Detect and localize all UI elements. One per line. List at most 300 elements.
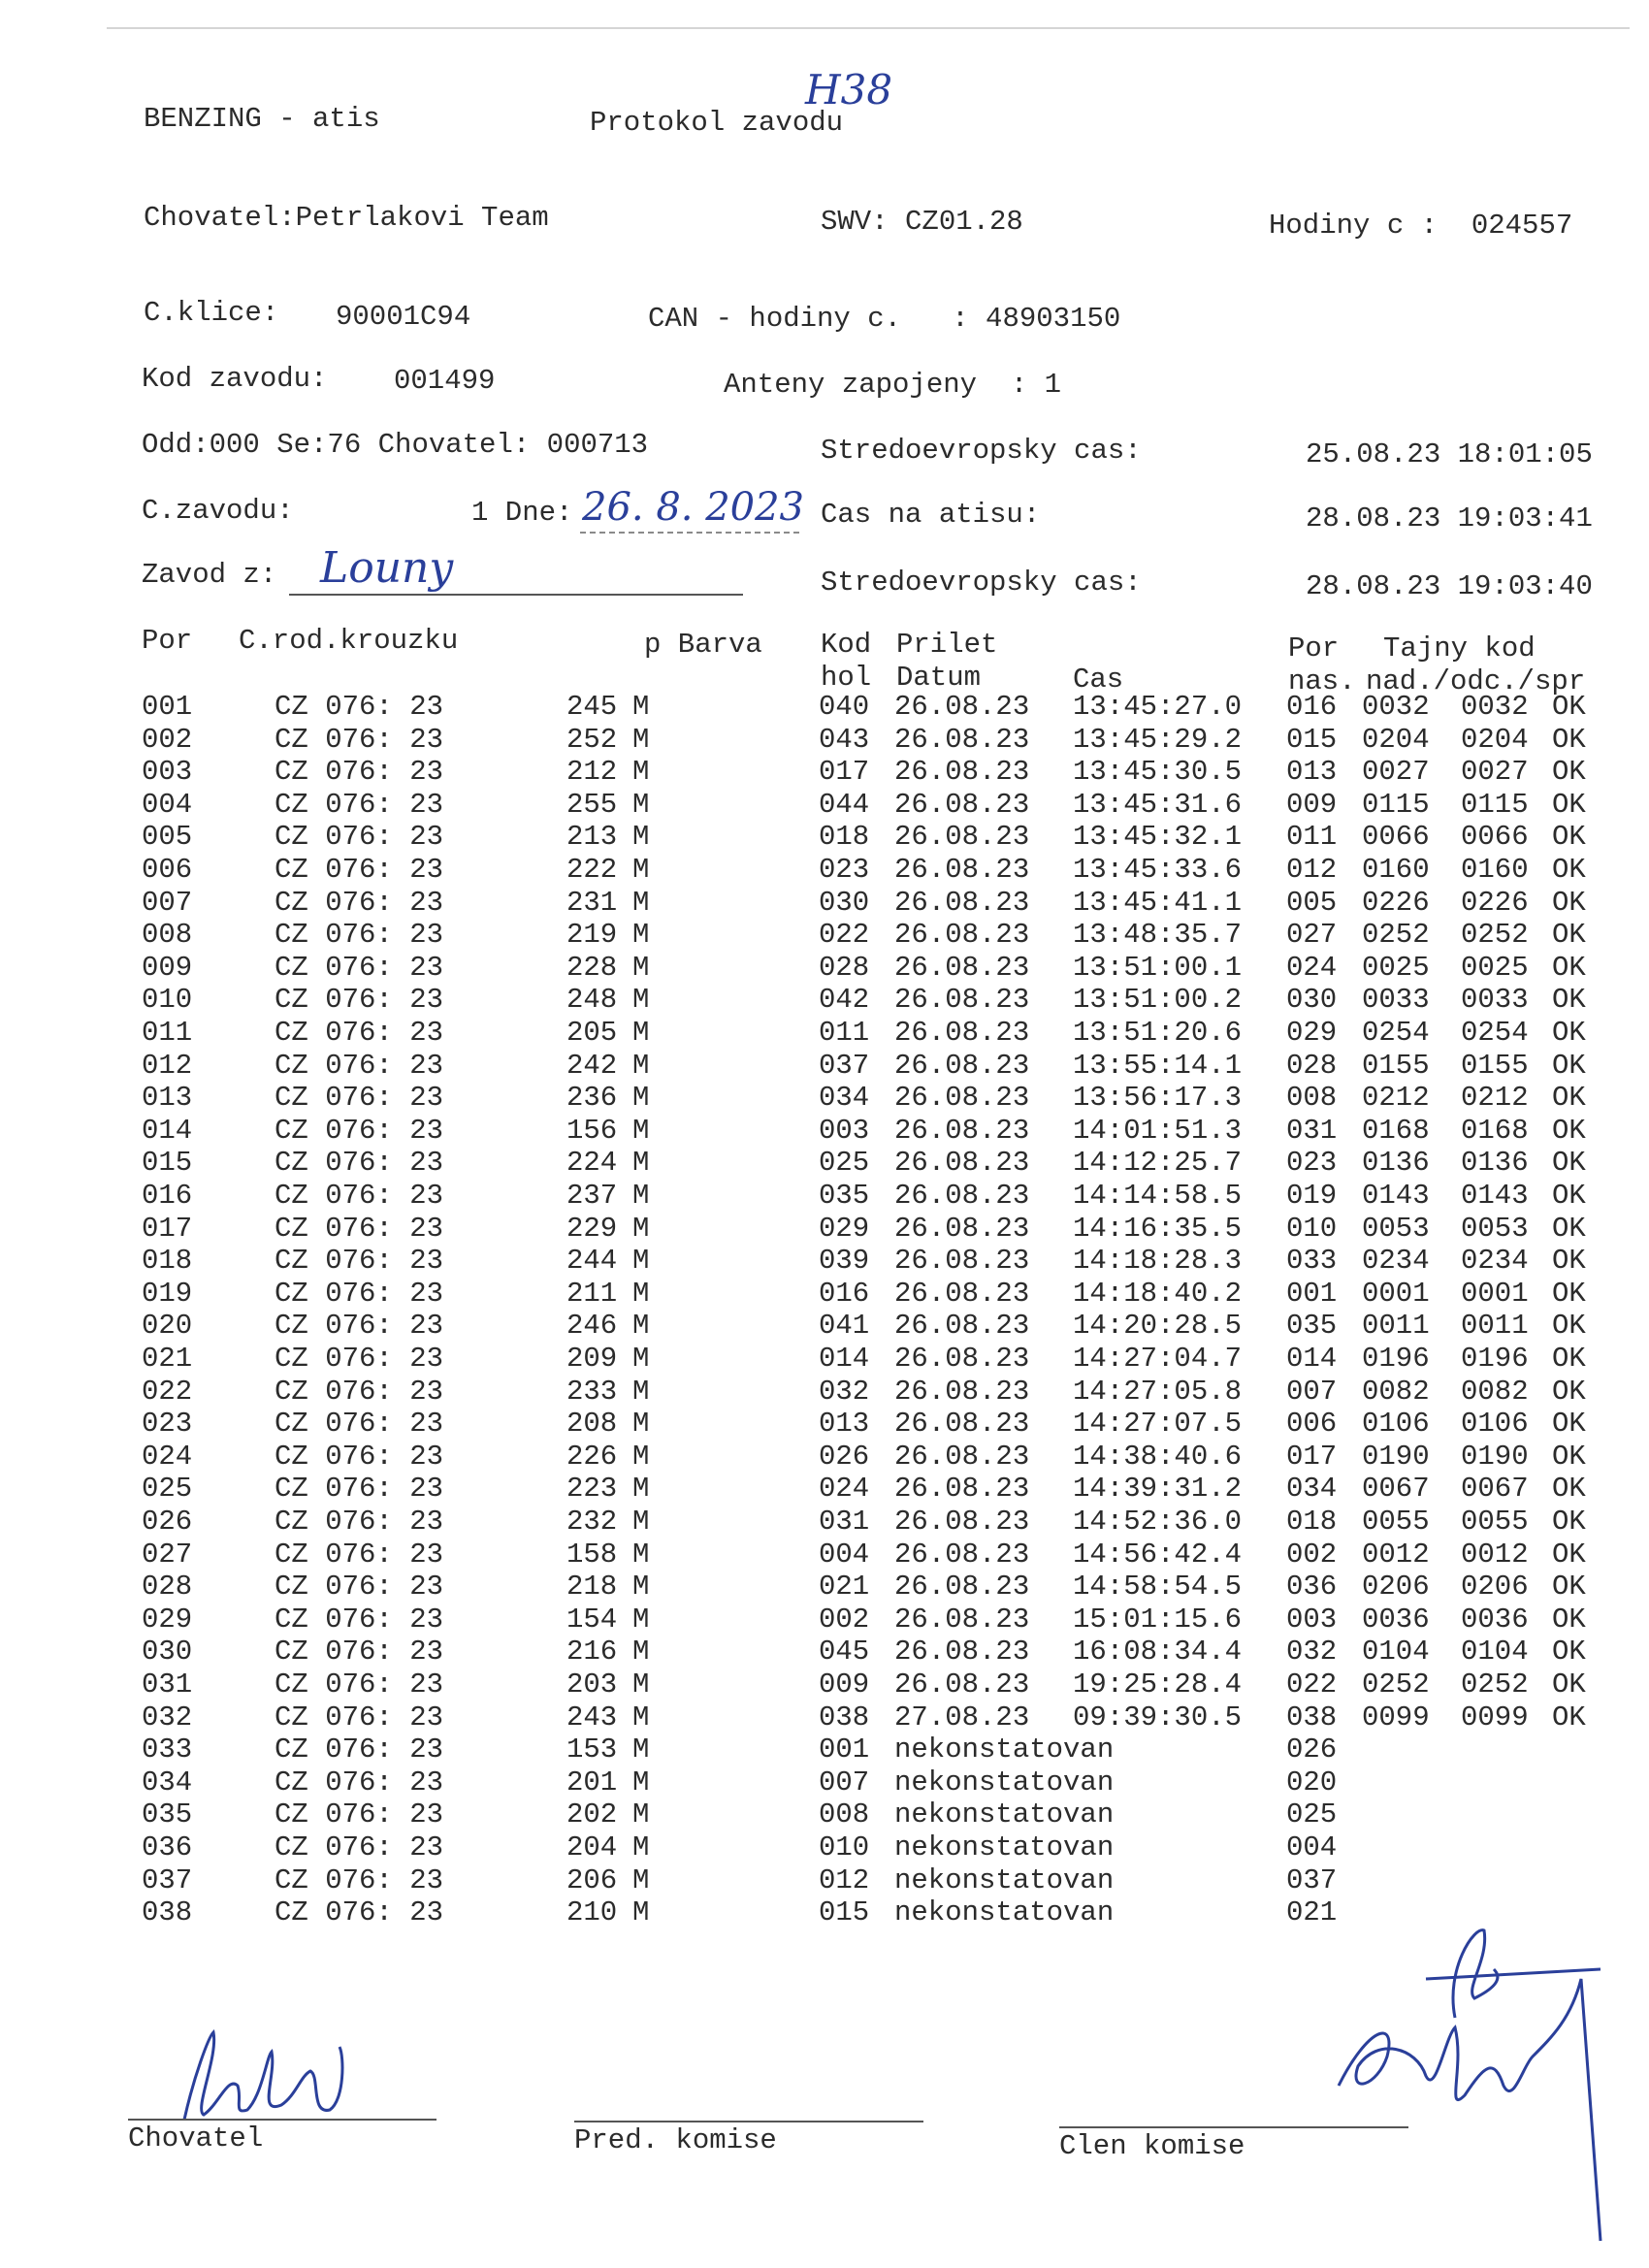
cell-arrival-time: 14:18:28.3	[1073, 1245, 1243, 1278]
cell-secret-a: 0252	[1362, 919, 1430, 952]
cell-secret-b: 0252	[1461, 919, 1529, 952]
cell-por: 036	[142, 1831, 193, 1863]
cell-arrival-date: 26.08.23	[894, 1114, 1030, 1147]
table-row	[0, 1310, 1649, 1343]
table-row	[0, 1701, 1649, 1734]
cell-arrival-time: 14:16:35.5	[1073, 1212, 1243, 1245]
cell-status: OK	[1552, 1375, 1586, 1408]
cell-secret-a: 0053	[1362, 1212, 1430, 1245]
cell-order: 016	[1286, 691, 1338, 723]
cell-code: 025	[819, 1147, 870, 1180]
cell-sex: M	[632, 1766, 650, 1798]
col-order-nas: nas.	[1288, 665, 1356, 697]
cell-code: 045	[819, 1636, 870, 1669]
cell-secret-b: 0212	[1461, 1082, 1529, 1115]
cell-arrival-date: 26.08.23	[894, 1343, 1030, 1375]
cell-code: 014	[819, 1343, 870, 1375]
cell-status: OK	[1552, 1408, 1586, 1441]
cell-ring: CZ 076: 23	[275, 1506, 444, 1538]
cell-por: 006	[142, 854, 193, 886]
table-row	[0, 1831, 1649, 1864]
cell-arrival-time: 13:51:20.6	[1073, 1017, 1243, 1049]
cell-arrival-time: 14:39:31.2	[1073, 1473, 1243, 1506]
cell-status: OK	[1552, 886, 1586, 919]
cell-secret-a: 0160	[1362, 854, 1430, 886]
cell-ring-number: 237	[566, 1180, 618, 1212]
cell-secret-a: 0033	[1362, 984, 1430, 1017]
cell-ring: CZ 076: 23	[275, 1863, 444, 1896]
race-from-label: Zavod z:	[142, 559, 277, 591]
cell-code: 044	[819, 788, 870, 821]
cell-ring: CZ 076: 23	[275, 1245, 444, 1278]
table-row	[0, 952, 1649, 985]
cell-order: 013	[1286, 756, 1338, 789]
breeder-signature	[175, 2018, 359, 2134]
cell-secret-b: 0025	[1461, 951, 1529, 984]
cell-ring-number: 232	[566, 1506, 618, 1538]
table-row	[0, 919, 1649, 952]
table-row	[0, 1766, 1649, 1799]
cell-por: 002	[142, 723, 193, 756]
cell-secret-a: 0066	[1362, 821, 1430, 854]
cell-ring: CZ 076: 23	[275, 723, 444, 756]
cell-secret-a: 0027	[1362, 756, 1430, 789]
cell-secret-b: 0204	[1461, 723, 1529, 756]
cell-arrival-date: 26.08.23	[894, 951, 1030, 984]
cell-arrival-time: 13:45:29.2	[1073, 723, 1243, 756]
cell-por: 012	[142, 1049, 193, 1082]
cell-sex: M	[632, 1473, 650, 1506]
cet-value-end: 28.08.23 19:03:40	[1306, 570, 1593, 602]
cell-sex: M	[632, 1603, 650, 1636]
committee-member-signature	[1329, 1921, 1620, 2251]
cell-secret-b: 0066	[1461, 821, 1529, 854]
cell-ring-number: 248	[566, 984, 618, 1017]
cell-por: 021	[142, 1343, 193, 1375]
table-row	[0, 1408, 1649, 1441]
cell-por: 008	[142, 919, 193, 952]
cell-ring-number: 252	[566, 723, 618, 756]
cell-arrival-date: 26.08.23	[894, 1147, 1030, 1180]
cell-sex: M	[632, 1310, 650, 1343]
cell-sex: M	[632, 1049, 650, 1082]
cell-arrival-time: 13:45:32.1	[1073, 821, 1243, 854]
cell-ring-number: 243	[566, 1701, 618, 1733]
cell-status: OK	[1552, 1017, 1586, 1049]
cell-arrival-date: 26.08.23	[894, 788, 1030, 821]
cell-secret-a: 0190	[1362, 1440, 1430, 1473]
cell-ring-number: 242	[566, 1049, 618, 1082]
cell-order: 008	[1286, 1082, 1338, 1115]
cell-secret-b: 0053	[1461, 1212, 1529, 1245]
cell-arrival-time: 14:38:40.6	[1073, 1440, 1243, 1473]
cell-arrival-time: 13:56:17.3	[1073, 1082, 1243, 1115]
cell-por: 025	[142, 1473, 193, 1506]
cell-ring-number: 211	[566, 1277, 618, 1310]
cell-order: 028	[1286, 1049, 1338, 1082]
date-underline	[580, 532, 799, 534]
cet-label-end: Stredoevropsky cas:	[821, 567, 1142, 599]
cell-ring-number: 228	[566, 951, 618, 984]
cell-secret-b: 0226	[1461, 886, 1529, 919]
cell-por: 010	[142, 984, 193, 1017]
cell-ring-number: 246	[566, 1310, 618, 1343]
cell-order: 023	[1286, 1147, 1338, 1180]
handwritten-number: H38	[805, 66, 893, 113]
table-row	[0, 984, 1649, 1017]
race-code-label: Kod zavodu:	[142, 363, 328, 395]
cell-por: 029	[142, 1603, 193, 1636]
cell-order: 019	[1286, 1180, 1338, 1212]
cell-status: OK	[1552, 984, 1586, 1017]
table-row	[0, 1050, 1649, 1083]
cell-ring-number: 210	[566, 1896, 618, 1929]
cell-secret-a: 0155	[1362, 1049, 1430, 1082]
cell-ring-number: 209	[566, 1343, 618, 1375]
cell-status: OK	[1552, 1669, 1586, 1701]
cell-sex: M	[632, 691, 650, 723]
table-row	[0, 1539, 1649, 1571]
cell-por: 032	[142, 1701, 193, 1733]
cell-secret-a: 0055	[1362, 1506, 1430, 1538]
cell-status: OK	[1552, 1440, 1586, 1473]
cell-order: 033	[1286, 1245, 1338, 1278]
cell-code: 021	[819, 1571, 870, 1604]
key-value: 90001C94	[336, 301, 471, 333]
cell-status: OK	[1552, 1147, 1586, 1180]
handwritten-race-date: 26. 8. 2023	[582, 485, 805, 530]
cell-secret-a: 0012	[1362, 1538, 1430, 1571]
cell-sex: M	[632, 1538, 650, 1571]
cell-code: 015	[819, 1896, 870, 1929]
member-signature-line	[1059, 2126, 1408, 2128]
cell-code: 010	[819, 1831, 870, 1863]
cell-status: OK	[1552, 756, 1586, 789]
cell-por: 037	[142, 1863, 193, 1896]
cell-code: 034	[819, 1082, 870, 1115]
cell-code: 001	[819, 1733, 870, 1766]
cell-ring: CZ 076: 23	[275, 1538, 444, 1571]
cell-order: 034	[1286, 1473, 1338, 1506]
cell-order: 002	[1286, 1538, 1338, 1571]
cell-status: OK	[1552, 1277, 1586, 1310]
cell-ring-number: 153	[566, 1733, 618, 1766]
cell-por: 023	[142, 1408, 193, 1441]
col-code: Kod	[821, 629, 872, 661]
cell-arrival-date: 26.08.23	[894, 1375, 1030, 1408]
cell-ring-number: 216	[566, 1636, 618, 1669]
table-row	[0, 789, 1649, 822]
col-code-hol: hol	[821, 662, 872, 694]
cell-status: OK	[1552, 691, 1586, 723]
cell-por: 003	[142, 756, 193, 789]
cell-arrival-date: nekonstatovan	[894, 1766, 1115, 1798]
scan-edge-line	[107, 27, 1630, 29]
cell-arrival-date: 26.08.23	[894, 1636, 1030, 1669]
cell-code: 013	[819, 1408, 870, 1441]
cell-sex: M	[632, 1375, 650, 1408]
cell-ring: CZ 076: 23	[275, 984, 444, 1017]
cell-secret-a: 0067	[1362, 1473, 1430, 1506]
cell-ring: CZ 076: 23	[275, 1277, 444, 1310]
cell-sex: M	[632, 1506, 650, 1538]
table-row	[0, 1506, 1649, 1539]
cell-code: 012	[819, 1863, 870, 1896]
cell-ring: CZ 076: 23	[275, 1343, 444, 1375]
cell-arrival-date: 26.08.23	[894, 1571, 1030, 1604]
cell-secret-b: 0032	[1461, 691, 1529, 723]
cell-secret-b: 0104	[1461, 1636, 1529, 1669]
cell-secret-b: 0234	[1461, 1245, 1529, 1278]
cell-ring-number: 212	[566, 756, 618, 789]
cell-por: 033	[142, 1733, 193, 1766]
cell-order: 029	[1286, 1017, 1338, 1049]
cet-value-start: 25.08.23 18:01:05	[1306, 438, 1593, 470]
antennas-connected: Anteny zapojeny : 1	[724, 369, 1062, 401]
table-row	[0, 691, 1649, 724]
table-row	[0, 756, 1649, 789]
cell-arrival-time: 14:12:25.7	[1073, 1147, 1243, 1180]
cell-code: 009	[819, 1669, 870, 1701]
cell-arrival-time: 13:45:31.6	[1073, 788, 1243, 821]
cet-label-start: Stredoevropsky cas:	[821, 435, 1142, 467]
cell-order: 038	[1286, 1701, 1338, 1733]
cell-arrival-date: nekonstatovan	[894, 1733, 1115, 1766]
cell-por: 011	[142, 1017, 193, 1049]
cell-por: 028	[142, 1571, 193, 1604]
clock-number: Hodiny c : 024557	[1269, 210, 1573, 242]
cell-sex: M	[632, 1245, 650, 1278]
table-row	[0, 1733, 1649, 1766]
cell-sex: M	[632, 886, 650, 919]
cell-arrival-date: 26.08.23	[894, 984, 1030, 1017]
cell-ring: CZ 076: 23	[275, 1701, 444, 1733]
cell-arrival-date: nekonstatovan	[894, 1831, 1115, 1863]
cell-secret-a: 0025	[1362, 951, 1430, 984]
cell-secret-a: 0252	[1362, 1669, 1430, 1701]
cell-por: 027	[142, 1538, 193, 1571]
cell-arrival-date: 26.08.23	[894, 1408, 1030, 1441]
table-row	[0, 1115, 1649, 1148]
cell-order: 031	[1286, 1114, 1338, 1147]
cell-order: 037	[1286, 1863, 1338, 1896]
cell-code: 028	[819, 951, 870, 984]
cell-ring-number: 208	[566, 1408, 618, 1441]
cell-ring-number: 255	[566, 788, 618, 821]
cell-ring: CZ 076: 23	[275, 1896, 444, 1929]
cell-arrival-date: 26.08.23	[894, 723, 1030, 756]
cell-por: 017	[142, 1212, 193, 1245]
cell-ring: CZ 076: 23	[275, 854, 444, 886]
cell-code: 031	[819, 1506, 870, 1538]
chair-signature-line	[574, 2121, 923, 2122]
cell-status: OK	[1552, 1212, 1586, 1245]
cell-sex: M	[632, 821, 650, 854]
cell-order: 009	[1286, 788, 1338, 821]
col-arrival-date: Datum	[896, 662, 982, 694]
cell-ring: CZ 076: 23	[275, 1669, 444, 1701]
cell-ring-number: 226	[566, 1440, 618, 1473]
cell-ring-number: 219	[566, 919, 618, 952]
cell-secret-b: 0067	[1461, 1473, 1529, 1506]
cell-ring-number: 236	[566, 1082, 618, 1115]
cell-arrival-time: 13:48:35.7	[1073, 919, 1243, 952]
cell-secret-b: 0254	[1461, 1017, 1529, 1049]
cell-order: 036	[1286, 1571, 1338, 1604]
race-number-label: C.zavodu:	[142, 495, 294, 527]
cell-secret-a: 0082	[1362, 1375, 1430, 1408]
cell-arrival-time: 13:51:00.1	[1073, 951, 1243, 984]
table-row	[0, 1213, 1649, 1246]
cell-ring: CZ 076: 23	[275, 886, 444, 919]
cell-status: OK	[1552, 919, 1586, 952]
cell-code: 007	[819, 1766, 870, 1798]
cell-ring: CZ 076: 23	[275, 1766, 444, 1798]
cell-ring-number: 203	[566, 1669, 618, 1701]
cell-sex: M	[632, 1147, 650, 1180]
cell-secret-a: 0168	[1362, 1114, 1430, 1147]
cell-sex: M	[632, 1571, 650, 1604]
cell-sex: M	[632, 1636, 650, 1669]
cell-por: 018	[142, 1245, 193, 1278]
cell-sex: M	[632, 1733, 650, 1766]
cell-code: 041	[819, 1310, 870, 1343]
cell-sex: M	[632, 984, 650, 1017]
col-ring: C.rod.krouzku	[239, 625, 459, 657]
table-row	[0, 821, 1649, 854]
cell-sex: M	[632, 1831, 650, 1863]
cell-secret-a: 0204	[1362, 723, 1430, 756]
table-row	[0, 854, 1649, 887]
cell-arrival-time: 14:58:54.5	[1073, 1571, 1243, 1604]
cell-arrival-date: 26.08.23	[894, 1245, 1030, 1278]
table-row	[0, 1473, 1649, 1506]
cell-code: 022	[819, 919, 870, 952]
cell-arrival-time: 16:08:34.4	[1073, 1636, 1243, 1669]
cell-secret-b: 0027	[1461, 756, 1529, 789]
cell-arrival-time: 15:01:15.6	[1073, 1603, 1243, 1636]
cell-ring: CZ 076: 23	[275, 1571, 444, 1604]
table-row	[0, 1180, 1649, 1213]
cell-sex: M	[632, 1408, 650, 1441]
cell-status: OK	[1552, 1245, 1586, 1278]
cell-ring: CZ 076: 23	[275, 788, 444, 821]
cell-ring-number: 231	[566, 886, 618, 919]
cell-arrival-date: nekonstatovan	[894, 1798, 1115, 1831]
cell-status: OK	[1552, 1571, 1586, 1604]
cell-ring: CZ 076: 23	[275, 1636, 444, 1669]
cell-status: OK	[1552, 1636, 1586, 1669]
cell-por: 026	[142, 1506, 193, 1538]
cell-code: 042	[819, 984, 870, 1017]
table-row	[0, 1376, 1649, 1409]
cell-code: 024	[819, 1473, 870, 1506]
cell-arrival-date: 26.08.23	[894, 1440, 1030, 1473]
cell-ring-number: 158	[566, 1538, 618, 1571]
cell-ring: CZ 076: 23	[275, 1831, 444, 1863]
cell-ring: CZ 076: 23	[275, 1798, 444, 1831]
cell-secret-b: 0115	[1461, 788, 1529, 821]
cell-secret-a: 0254	[1362, 1017, 1430, 1049]
cell-por: 004	[142, 788, 193, 821]
cell-order: 010	[1286, 1212, 1338, 1245]
cell-secret-b: 0155	[1461, 1049, 1529, 1082]
cell-sex: M	[632, 1277, 650, 1310]
cell-arrival-date: 26.08.23	[894, 756, 1030, 789]
cell-arrival-date: 26.08.23	[894, 854, 1030, 886]
cell-arrival-date: 26.08.23	[894, 1180, 1030, 1212]
cell-por: 014	[142, 1114, 193, 1147]
cell-status: OK	[1552, 951, 1586, 984]
cell-ring: CZ 076: 23	[275, 1180, 444, 1212]
cell-arrival-date: 26.08.23	[894, 1603, 1030, 1636]
cell-arrival-time: 14:20:28.5	[1073, 1310, 1243, 1343]
cell-secret-b: 0143	[1461, 1180, 1529, 1212]
cell-secret-b: 0196	[1461, 1343, 1529, 1375]
cell-status: OK	[1552, 1114, 1586, 1147]
cell-ring-number: 154	[566, 1603, 618, 1636]
cell-secret-b: 0001	[1461, 1277, 1529, 1310]
cell-por: 031	[142, 1669, 193, 1701]
cell-order: 003	[1286, 1603, 1338, 1636]
cell-sex: M	[632, 1343, 650, 1375]
cell-code: 032	[819, 1375, 870, 1408]
table-row	[0, 887, 1649, 920]
cell-secret-a: 0143	[1362, 1180, 1430, 1212]
cell-code: 011	[819, 1017, 870, 1049]
cell-code: 002	[819, 1603, 870, 1636]
can-clock: CAN - hodiny c. : 48903150	[648, 303, 1121, 335]
cell-arrival-date: 26.08.23	[894, 1082, 1030, 1115]
cell-ring: CZ 076: 23	[275, 1114, 444, 1147]
cell-status: OK	[1552, 1701, 1586, 1733]
cell-por: 034	[142, 1766, 193, 1798]
cell-por: 030	[142, 1636, 193, 1669]
race-code-value: 001499	[394, 365, 496, 397]
cell-secret-a: 0212	[1362, 1082, 1430, 1115]
cell-arrival-time: 14:18:40.2	[1073, 1277, 1243, 1310]
cell-order: 011	[1286, 821, 1338, 854]
cell-por: 019	[142, 1277, 193, 1310]
cell-arrival-time: 13:45:27.0	[1073, 691, 1243, 723]
cell-arrival-date: 26.08.23	[894, 1049, 1030, 1082]
col-secret-code-sub: nad./odc./spr	[1366, 665, 1586, 697]
cell-ring: CZ 076: 23	[275, 1212, 444, 1245]
cell-por: 009	[142, 951, 193, 984]
cell-ring-number: 218	[566, 1571, 618, 1604]
cell-ring-number: 156	[566, 1114, 618, 1147]
breeder-signature-line	[128, 2119, 436, 2121]
cell-order: 027	[1286, 919, 1338, 952]
table-row	[0, 1636, 1649, 1669]
cell-sex: M	[632, 1701, 650, 1733]
table-row	[0, 1278, 1649, 1311]
cell-sex: M	[632, 1798, 650, 1831]
cell-arrival-date: nekonstatovan	[894, 1896, 1115, 1929]
cell-ring-number: 204	[566, 1831, 618, 1863]
cell-order: 026	[1286, 1733, 1338, 1766]
cell-secret-b: 0055	[1461, 1506, 1529, 1538]
cell-order: 006	[1286, 1408, 1338, 1441]
cell-ring: CZ 076: 23	[275, 1310, 444, 1343]
cell-order: 017	[1286, 1440, 1338, 1473]
table-row	[0, 1017, 1649, 1050]
cell-order: 005	[1286, 886, 1338, 919]
cell-order: 024	[1286, 951, 1338, 984]
cell-order: 012	[1286, 854, 1338, 886]
cell-secret-a: 0206	[1362, 1571, 1430, 1604]
cell-secret-a: 0011	[1362, 1310, 1430, 1343]
